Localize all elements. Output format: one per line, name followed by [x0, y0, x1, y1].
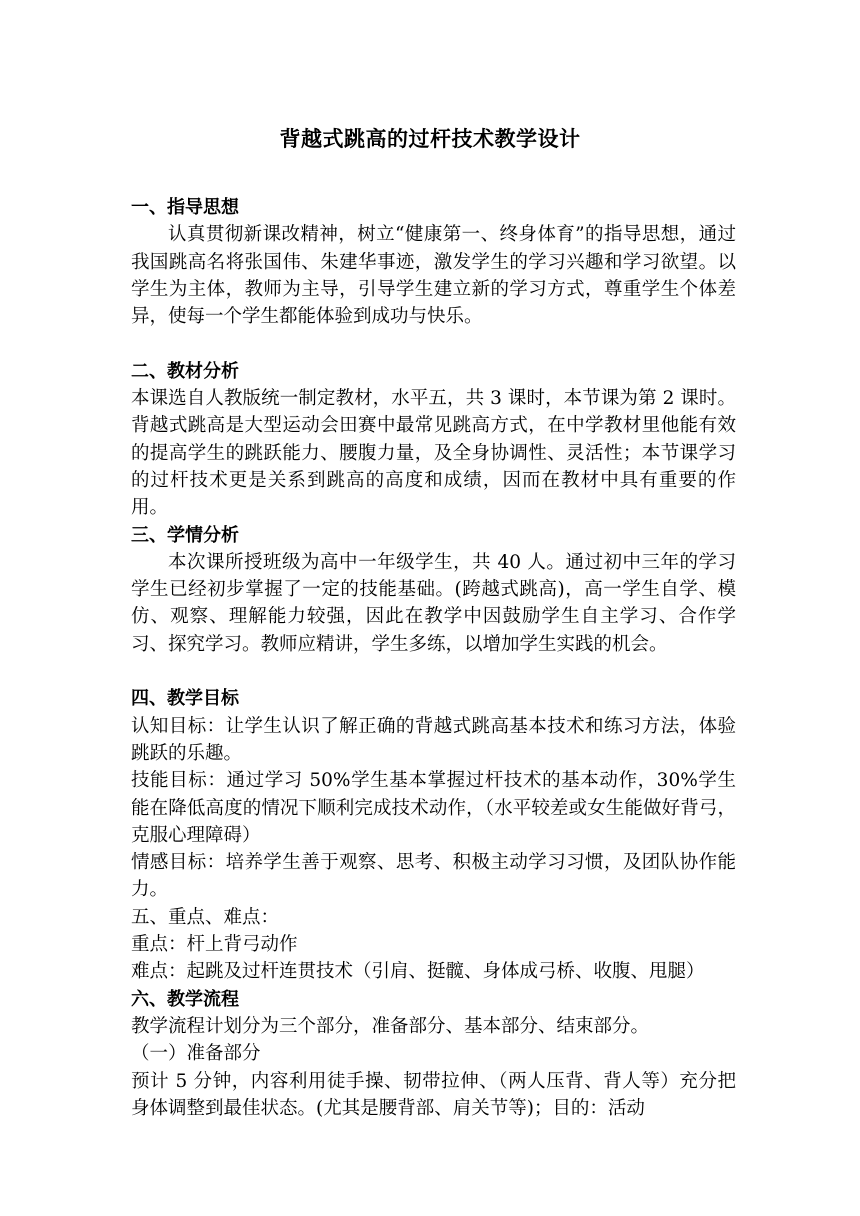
section-heading-teaching-process: 六、教学流程: [131, 988, 239, 1010]
guiding-thought-paragraph: 认真贯彻新课改精神，树立“健康第一、终身体育”的指导思想，通过我国跳高名将张国伟、朱建华事迹，激发学生的学习兴趣和学习欲望。以学生为主体，教师为主导，引导学生建立新的学习方式，尊重学生个体差异，使每一个学生都能体验到成功与快乐。: [131, 224, 736, 328]
section-heading-textbook-analysis: 二、教材分析: [131, 360, 239, 382]
difficult-point-line: 难点：起跳及过杆连贯技术（引肩、挺髋、身体成弓桥、收腹、甩腿）: [131, 961, 705, 983]
preparation-part-paragraph: 预计 5 分钟，内容利用徒手操、韧带拉伸、（两人压背、背人等）充分把身体调整到最佳状态。(尤其是腰背部、肩关节等)；目的：活动: [131, 1070, 736, 1119]
spacer: [131, 330, 736, 357]
key-points-heading: 五、重点、难点：: [131, 906, 280, 928]
process-overview-paragraph: 教学流程计划分为三个部分，准备部分、基本部分、结束部分。: [131, 1015, 650, 1037]
section-heading-teaching-goals: 四、教学目标: [131, 688, 239, 710]
document-body: [131, 194, 736, 1122]
spacer: [131, 658, 736, 685]
section-heading-student-analysis: 三、学情分析: [131, 524, 239, 546]
student-analysis-paragraph: 本次课所授班级为高中一年级学生，共 40 人。通过初中三年的学习学生已经初步掌握了一定的技能基础。(跨越式跳高)，高一学生自学、模仿、观察、理解能力较强，因此在教学中因鼓励学生自主学习、合作学习、探究学习。教师应精讲，学生多练，以增加学生实践的机会。: [131, 551, 736, 655]
key-point-line: 重点：杆上背弓动作: [131, 934, 298, 956]
section-heading-guiding-thought: 一、指导思想: [131, 197, 239, 218]
preparation-part-heading: （一）准备部分: [131, 1043, 261, 1065]
textbook-analysis-paragraph: 本课选自人教版统一制定教材，水平五，共 3 课时，本节课为第 2 课时。背越式跳高是大型运动会田赛中最常见跳高方式，在中学教材里他能有效的提高学生的跳跃能力、腰腹力量，及全身协调性、灵活性；本节课学习的过杆技术更是关系到跳高的高度和成绩，因而在教材中具有重要的作用。: [131, 388, 736, 519]
skill-goal-paragraph: 技能目标：通过学习 50%学生基本掌握过杆技术的基本动作，30%学生能在降低高度的情况下顺利完成技术动作，（水平较差或女生能做好背弓，克服心理障碍）: [131, 770, 736, 846]
emotional-goal-paragraph: 情感目标：培养学生善于观察、思考、积极主动学习习惯，及团队协作能力。: [131, 852, 736, 901]
cognitive-goal-paragraph: 认知目标：让学生认识了解正确的背越式跳高基本技术和练习方法，体验跳跃的乐趣。: [131, 715, 736, 764]
document-title: 背越式跳高的过杆技术教学设计: [279, 127, 581, 151]
